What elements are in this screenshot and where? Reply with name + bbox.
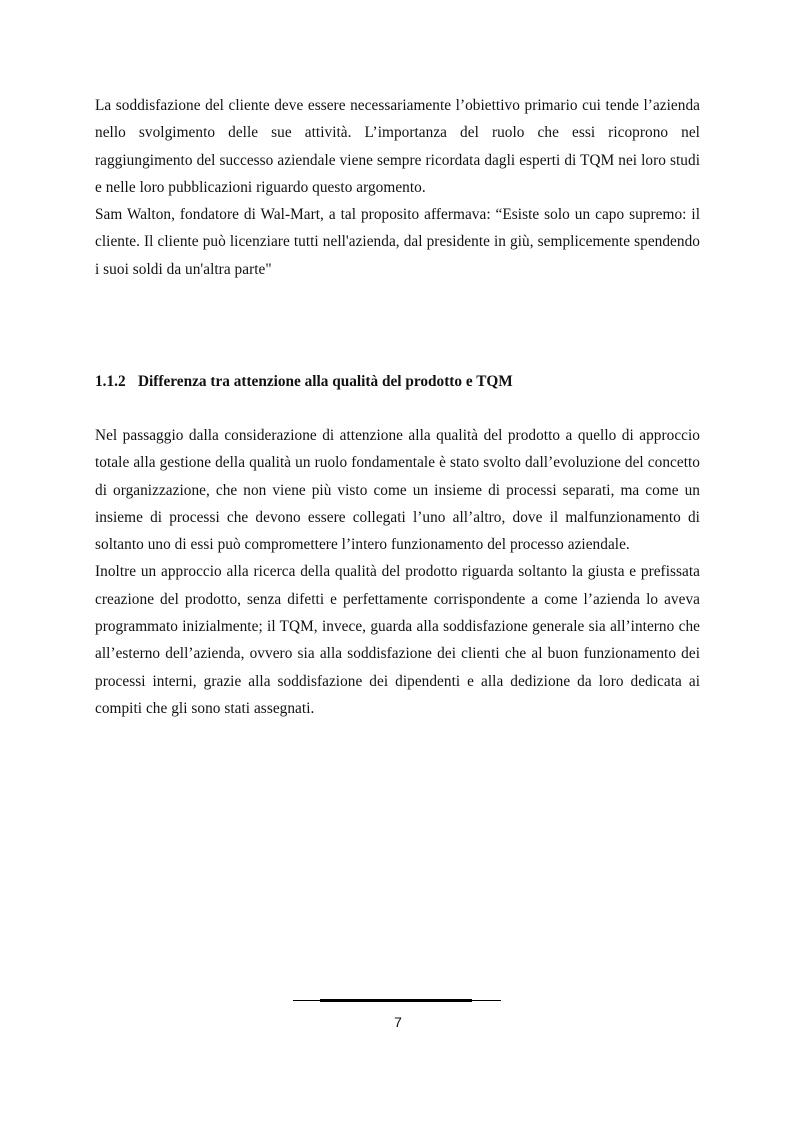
- paragraph: Nel passaggio dalla considerazione di attenzione alla qualità del prodotto a quello di approccio totale alla gestione della qualità un ruolo fondamentale è stato svolto dall’evoluzione del concetto di organizzazione, che non viene più visto come un insieme di processi separati, ma come un insieme di processi che devono essere collegati l’uno all’altro, dove il malfunzionamento di soltanto uno di essi può compromettere l’intero funzionamento del processo aziendale.: [95, 427, 700, 554]
- paragraph: Inoltre un approccio alla ricerca della qualità del prodotto riguarda soltanto la giusta e prefissata creazione del prodotto, senza difetti e perfettamente corrispondente a come l’azienda lo aveva programmato inizialmente; il TQM, invece, guarda alla soddisfazione generale sia all’interno che all’esterno dell’azienda, ovvero sia alla soddisfazione dei clienti che al buon funzionamento dei processi interni, grazie alla soddisfazione dei dipendenti e alla dedizione da loro dedicata ai compiti che gli sono stati assegnati.: [95, 563, 700, 717]
- section-body-text-block: [95, 422, 700, 722]
- intro-text-block: [95, 92, 700, 283]
- section-number: 1.1.2: [95, 373, 126, 390]
- section-heading: [95, 372, 700, 392]
- footer-divider-accent: [320, 999, 472, 1002]
- paragraph: Sam Walton, fondatore di Wal-Mart, a tal proposito affermava: “Esiste solo un capo supremo: il cliente. Il cliente può licenziare tutti nell'azienda, dal presidente in giù, semplicemente spendendo i suoi soldi da un'altra parte": [95, 206, 700, 278]
- paragraph: La soddisfazione del cliente deve essere necessariamente l’obiettivo primario cui tende l’azienda nello svolgimento delle sue attività. L’importanza del ruolo che essi ricoprono nel raggiungimento del successo aziendale viene sempre ricordata dagli esperti di TQM nei loro studi e nelle loro pubblicazioni riguardo questo argomento.: [95, 97, 700, 196]
- section-title: Differenza tra attenzione alla qualità del prodotto e TQM: [138, 373, 513, 390]
- page-number: 7: [394, 1014, 402, 1030]
